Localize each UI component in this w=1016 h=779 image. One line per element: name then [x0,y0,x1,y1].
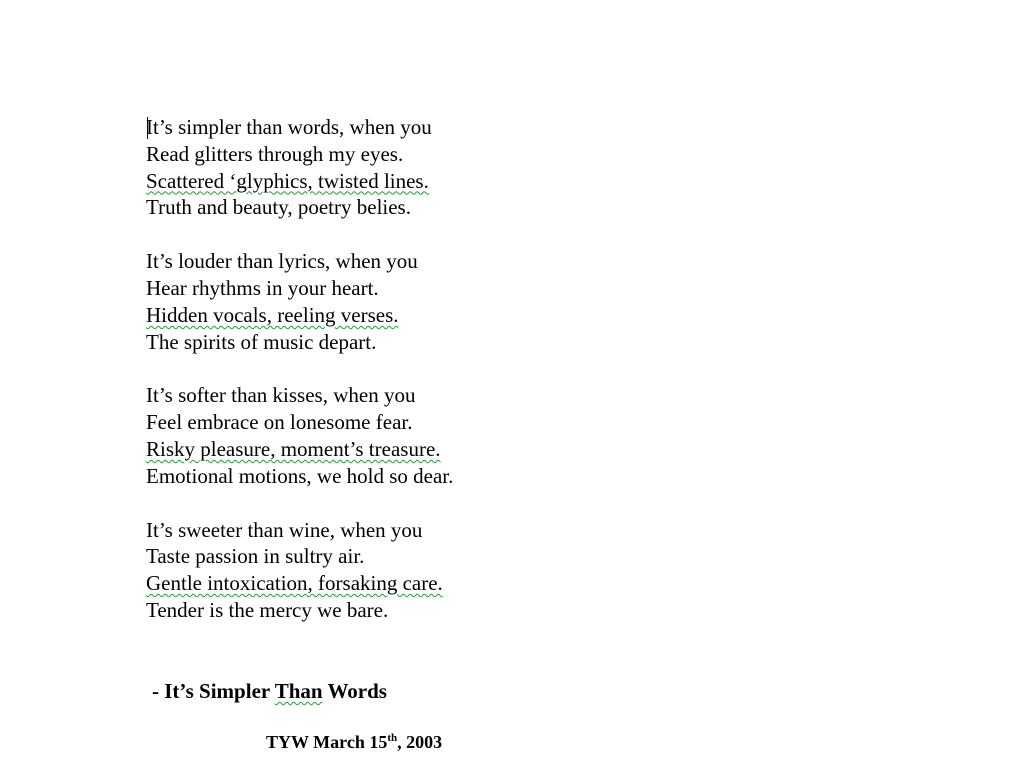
poem-title[interactable] [152,679,387,704]
poem-line[interactable] [146,436,746,463]
title-flagged-word: Than [274,679,323,703]
stanza-3 [146,382,746,489]
stanza-4 [146,517,746,624]
poem-line[interactable]: It’s simpler than words, when you [146,115,432,139]
poem-line[interactable]: The spirits of music depart. [146,329,377,354]
title-suffix: Words [322,679,387,703]
grammar-flagged-text: Risky pleasure, moment’s treasure. [146,436,441,461]
grammar-flagged-text: Gentle intoxication, forsaking care. [146,571,443,596]
poem-line[interactable] [146,302,746,329]
title-prefix: - It’s Simpler [152,679,275,703]
signature-date[interactable] [266,732,442,753]
poem-line[interactable]: Taste passion in sultry air. [146,544,365,569]
poem-line[interactable]: It’s softer than kisses, when you [146,383,416,408]
signature-prefix: TYW March 15 [266,732,388,752]
poem-line[interactable]: Feel embrace on lonesome fear. [146,410,413,435]
signature-year: , 2003 [397,732,443,752]
stanza-1 [146,114,746,221]
poem-line[interactable]: Truth and beauty, poetry belies. [146,195,411,220]
grammar-flagged-text: Scattered ‘glyphics, twisted lines. [146,168,429,193]
poem-line[interactable]: Read glitters through my eyes. [146,141,404,166]
poem-line[interactable]: Hear rhythms in your heart. [146,275,379,300]
poem-line[interactable]: Tender is the mercy we bare. [146,597,389,622]
poem-line[interactable] [146,570,746,597]
poem-body[interactable] [146,114,746,651]
poem-line[interactable]: It’s sweeter than wine, when you [146,517,423,542]
poem-line[interactable] [146,168,746,195]
poem-line[interactable]: Emotional motions, we hold so dear. [146,463,454,488]
poem-line[interactable]: It’s louder than lyrics, when you [146,249,418,274]
grammar-flagged-text: Hidden vocals, reeling verses. [146,302,399,327]
ordinal-suffix: th [387,732,398,744]
stanza-2 [146,248,746,355]
